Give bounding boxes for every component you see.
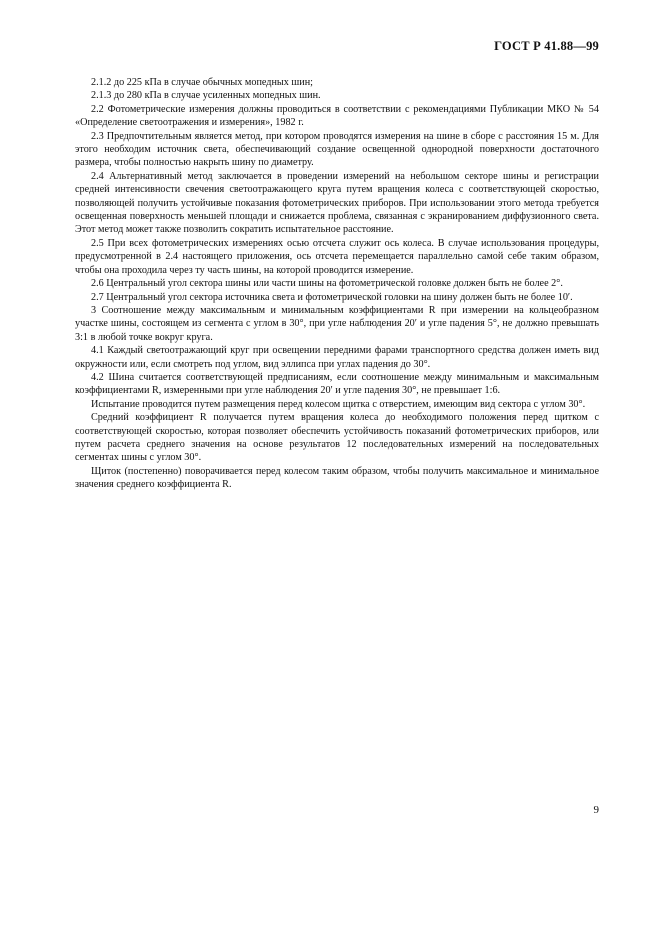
paragraph-test-procedure: Испытание проводится путем размещения перед колесом щитка с отверстием, имеющим вид сектора с углом 30°.	[91, 398, 586, 410]
document-code-header: ГОСТ Р 41.88—99	[494, 39, 599, 53]
paragraph-2-4: 2.4 Альтернативный метод заключается в проведении измерений на небольшом секторе шины и регистрации средней интенсивности свечения светоотражающего круга путем вращения колеса с соответствующей скоростью, позволяющей получить устойчивые показания фотометрических приборов. При использовании этого метода требуется освещенная поверхность меньшей площади и снижается проблема, связанная с экранированием диффузионного света. Этот метод может также позволить сократить испытательное расстояние.	[75, 170, 599, 236]
paragraph-average-coefficient: Средний коэффициент R получается путем вращения колеса до необходимого положения перед щитком с соответствующей скоростью, которая позволяет обеспечить устойчивость показаний фотометрических приборов, или путем расчета среднего значения на основе результатов 12 последовательных измерений на последовательных сегментах шины с углом 30°.	[75, 412, 599, 464]
paragraph-2-1-2: 2.1.2 до 225 кПа в случае обычных мопедных шин;	[91, 77, 313, 88]
paragraph-2-5: 2.5 При всех фотометрических измерениях осью отсчета служит ось колеса. В случае использования процедуры, предусмотренной в 2.4 настоящего приложения, ось отсчета перемещается параллельно самой себе таким образом, чтобы она проходила через ту часть шины, на которой проводится измерение.	[75, 237, 599, 276]
paragraph-3: 3 Соотношение между максимальным и минимальным коэффициентами R при измерении на кольцеобразном участке шины, состоящем из сегмента с углом в 30°, при угле наблюдения 20′ и угле падения 5°, не должно превышать 3:1 в любой точке вокруг круга.	[75, 304, 599, 343]
paragraph-2-1-3: 2.1.3 до 280 кПа в случае усиленных мопедных шин.	[91, 90, 321, 102]
paragraph-shield-rotation: Щиток (постепенно) поворачивается перед колесом таким образом, чтобы получить максимальное и минимальное значения среднего коэффициента R.	[75, 465, 599, 491]
page-number: 9	[593, 804, 599, 816]
document-body	[75, 76, 599, 492]
paragraph-2-3: 2.3 Предпочтительным является метод, при котором проводятся измерения на шине в сборе с расстояния 15 м. Для этого необходим источник света, обеспечивающий создание освещенной однородной поверхности достаточного размера, чтобы полностью накрыть шину по диаметру.	[75, 130, 599, 169]
paragraph-2-7: 2.7 Центральный угол сектора источника света и фотометрической головки на шину должен быть не более 10′.	[91, 291, 573, 303]
paragraph-4-2: 4.2 Шина считается соответствующей предписаниям, если соотношение между минимальным и максимальным коэффициентами R, измеренными при угле наблюдения 20′ и угле падения 30°, не превышает 1:6.	[75, 371, 599, 397]
paragraph-2-2: 2.2 Фотометрические измерения должны проводиться в соответствии с рекомендациями Публикации МКО № 54 «Определение светоотражения и измерения», 1982 г.	[75, 103, 599, 129]
paragraph-2-6: 2.6 Центральный угол сектора шины или части шины на фотометрической головке должен быть не более 2°.	[91, 278, 563, 290]
paragraph-4-1: 4.1 Каждый светоотражающий круг при освещении передними фарами транспортного средства должен иметь вид окружности или, если смотреть под углом, вид эллипса при углах падения до 30°.	[75, 345, 599, 370]
